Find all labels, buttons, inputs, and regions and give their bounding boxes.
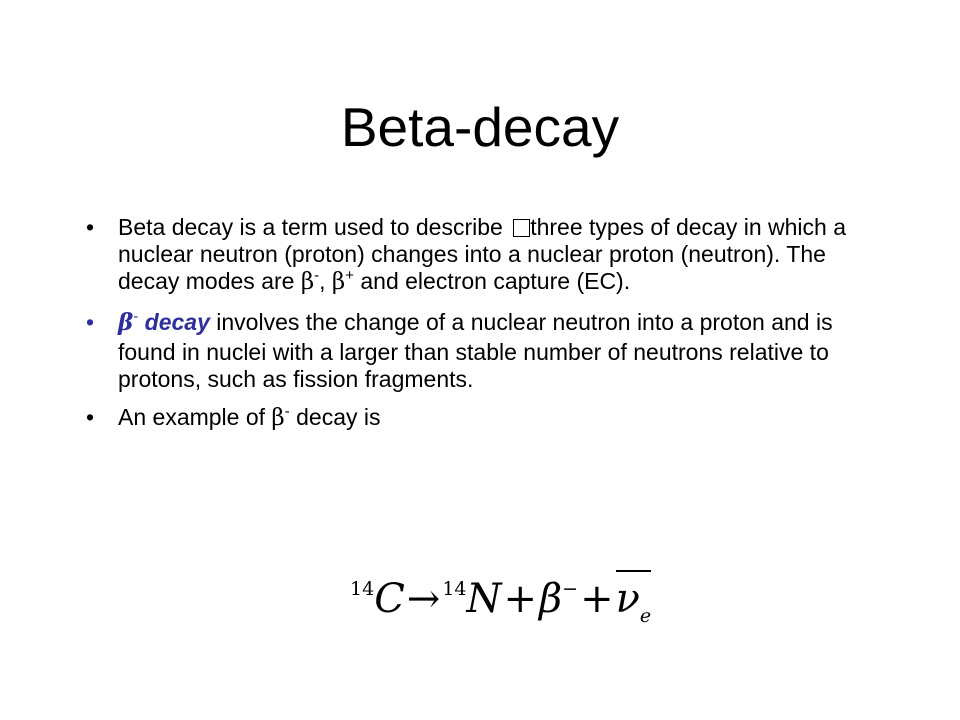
- bullet-item-beta-minus: [86, 309, 886, 393]
- beta-symbol: β: [271, 405, 285, 431]
- plus-operator: +: [580, 576, 614, 622]
- minus-superscript: -: [133, 308, 139, 325]
- emphasized-term: decay: [138, 309, 210, 335]
- parent-symbol: C: [374, 576, 405, 622]
- beta-symbol: β: [118, 309, 134, 336]
- bullet-text: An example of: [118, 404, 272, 430]
- bullet-item-example: [86, 404, 886, 434]
- antineutrino-symbol: [616, 570, 652, 631]
- bullet-text: Beta decay is a term used to describe: [118, 214, 510, 240]
- plus-operator: +: [503, 576, 538, 622]
- bullet-marker: •: [86, 404, 95, 430]
- slide-title: Beta-decay: [340, 96, 620, 158]
- arrow-icon: →: [406, 576, 441, 622]
- beta-symbol: β: [300, 269, 315, 295]
- bullet-list: [86, 214, 886, 445]
- minus-superscript: -: [284, 403, 290, 420]
- neutrino-symbol: ν: [615, 576, 640, 622]
- decay-equation: [350, 570, 670, 630]
- bullet-marker: •: [86, 309, 95, 335]
- plus-superscript: +: [345, 267, 354, 284]
- bullet-text: decay is: [289, 404, 381, 430]
- missing-glyph-box-icon: [513, 219, 530, 237]
- beta-symbol: β: [331, 269, 346, 295]
- beta-particle-symbol: β: [539, 576, 563, 622]
- minus-superscript: -: [314, 267, 320, 284]
- separator: ,: [319, 268, 332, 294]
- bullet-marker: •: [86, 214, 95, 240]
- bullet-item-definition: [86, 214, 886, 298]
- bullet-text: and electron capture (EC).: [353, 268, 631, 294]
- parent-mass-number: 14: [350, 578, 375, 600]
- daughter-mass-number: 14: [442, 578, 467, 600]
- bullet-text: involves the change of a nuclear neutron into a proton and is found in nuclei with a larger than stable number of neutrons relative to protons, such as fission fragments.: [118, 309, 833, 392]
- beta-charge: −: [562, 578, 579, 600]
- neutrino-subscript: e: [639, 605, 652, 627]
- bullet-text: three types of decay in which a nuclear neutron (proton) changes into a nuclear proton (neutron). The decay modes are: [118, 214, 846, 294]
- daughter-symbol: N: [466, 576, 502, 622]
